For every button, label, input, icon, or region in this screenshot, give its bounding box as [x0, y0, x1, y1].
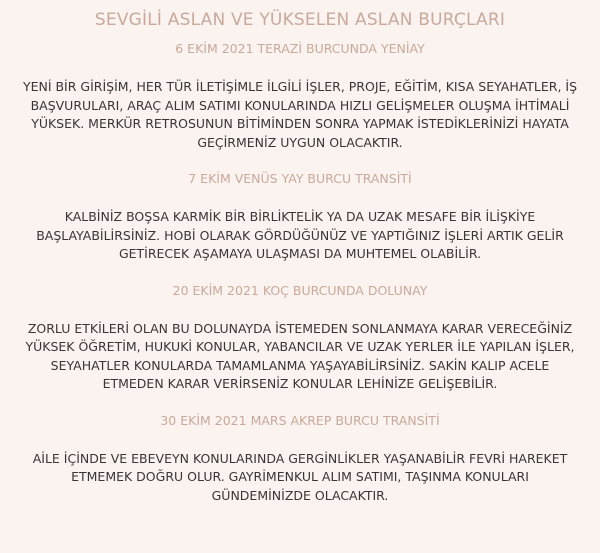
- body-line: GÜNDEMİNİZDE OLACAKTIR.: [211, 487, 389, 503]
- body-line: KALBİNİZ BOŞSA KARMİK BİR BİRLİKTELİK YA DA UZAK MESAFE BİR İLİŞKİYE: [64, 209, 536, 224]
- body-line: ZORLU ETKİLERİ OLAN BU DOLUNAYDA İSTEMEDEN SONLANMAYA KARAR VERECEĞİNİZ: [27, 320, 573, 336]
- section-body: [8, 208, 592, 264]
- section-mars-scorpio: [8, 412, 592, 506]
- section-heading: 20 EKİM 2021 KOÇ BURCUNDA DOLUNAY: [172, 282, 428, 298]
- section-heading: 6 EKİM 2021 TERAZİ BURCUNDA YENİAY: [175, 41, 425, 56]
- body-line: YÜKSEK ÖĞRETİM, HUKUKİ KONULAR, YABANCILAR VE UZAK YERLER İLE YAPILAN İŞLER,: [25, 339, 575, 354]
- section-venus-sagittarius: [8, 170, 592, 264]
- section-new-moon-libra: [8, 40, 592, 152]
- body-line: BAŞVURULARI, ARAÇ ALIM SATIMI KONULARINDA HIZLI GELİŞMELER OLUŞMA İHTİMALİ: [30, 97, 570, 113]
- body-line: YENİ BİR GİRİŞİM, HER TÜR İLETİŞİMLE İLGİLİ İŞLER, PROJE, EĞİTİM, KISA SEYAHATLER, İŞ: [22, 79, 578, 94]
- body-line: GETİRECEK AŞAMAYA ULAŞMASI DA MUHTEMEL OLABİLİR.: [118, 246, 482, 261]
- section-body: [8, 450, 592, 506]
- section-body: [8, 320, 592, 394]
- body-line: GEÇİRMENİZ UYGUN OLACAKTIR.: [197, 134, 403, 150]
- body-line: YÜKSEK. MERKÜR RETROSUNUN BİTİMİNDEN SONRA YAPMAK İSTEDİKLERİNİZİ HAYATA: [31, 116, 569, 131]
- section-heading: 30 EKİM 2021 MARS AKREP BURCU TRANSİTİ: [160, 412, 440, 428]
- body-line: BAŞLAYABİLİRSİNİZ. HOBİ OLARAK GÖRDÜĞÜNÜZ VE YAPTIĞINIZ İŞLERİ ARTIK GELİR: [36, 227, 564, 243]
- page-title: SEVGİLİ ASLAN VE YÜKSELEN ASLAN BURÇLARI: [94, 10, 506, 30]
- body-line: ETMEDEN KARAR VERİRSENİZ KONULAR LEHİNİZE GELİŞEBİLİR.: [102, 376, 498, 391]
- body-line: AİLE İÇİNDE VE EBEVEYN KONULARINDA GERGİNLİKLER YAŞANABİLİR FEVRİ HAREKET: [32, 450, 568, 466]
- section-heading: 7 EKİM VENÜS YAY BURCU TRANSİTİ: [188, 171, 412, 186]
- body-line: SEYAHATLER KONULARDA TAMAMLANMA YAŞAYABİLİRSİNİZ. SAKİN KALIP ACELE: [50, 357, 550, 373]
- section-full-moon-aries: [8, 282, 592, 394]
- body-line: ETMEMEK DOĞRU OLUR. GAYRİMENKUL ALIM SATIMI, TAŞINMA KONULARI: [71, 469, 529, 484]
- section-body: [8, 78, 592, 152]
